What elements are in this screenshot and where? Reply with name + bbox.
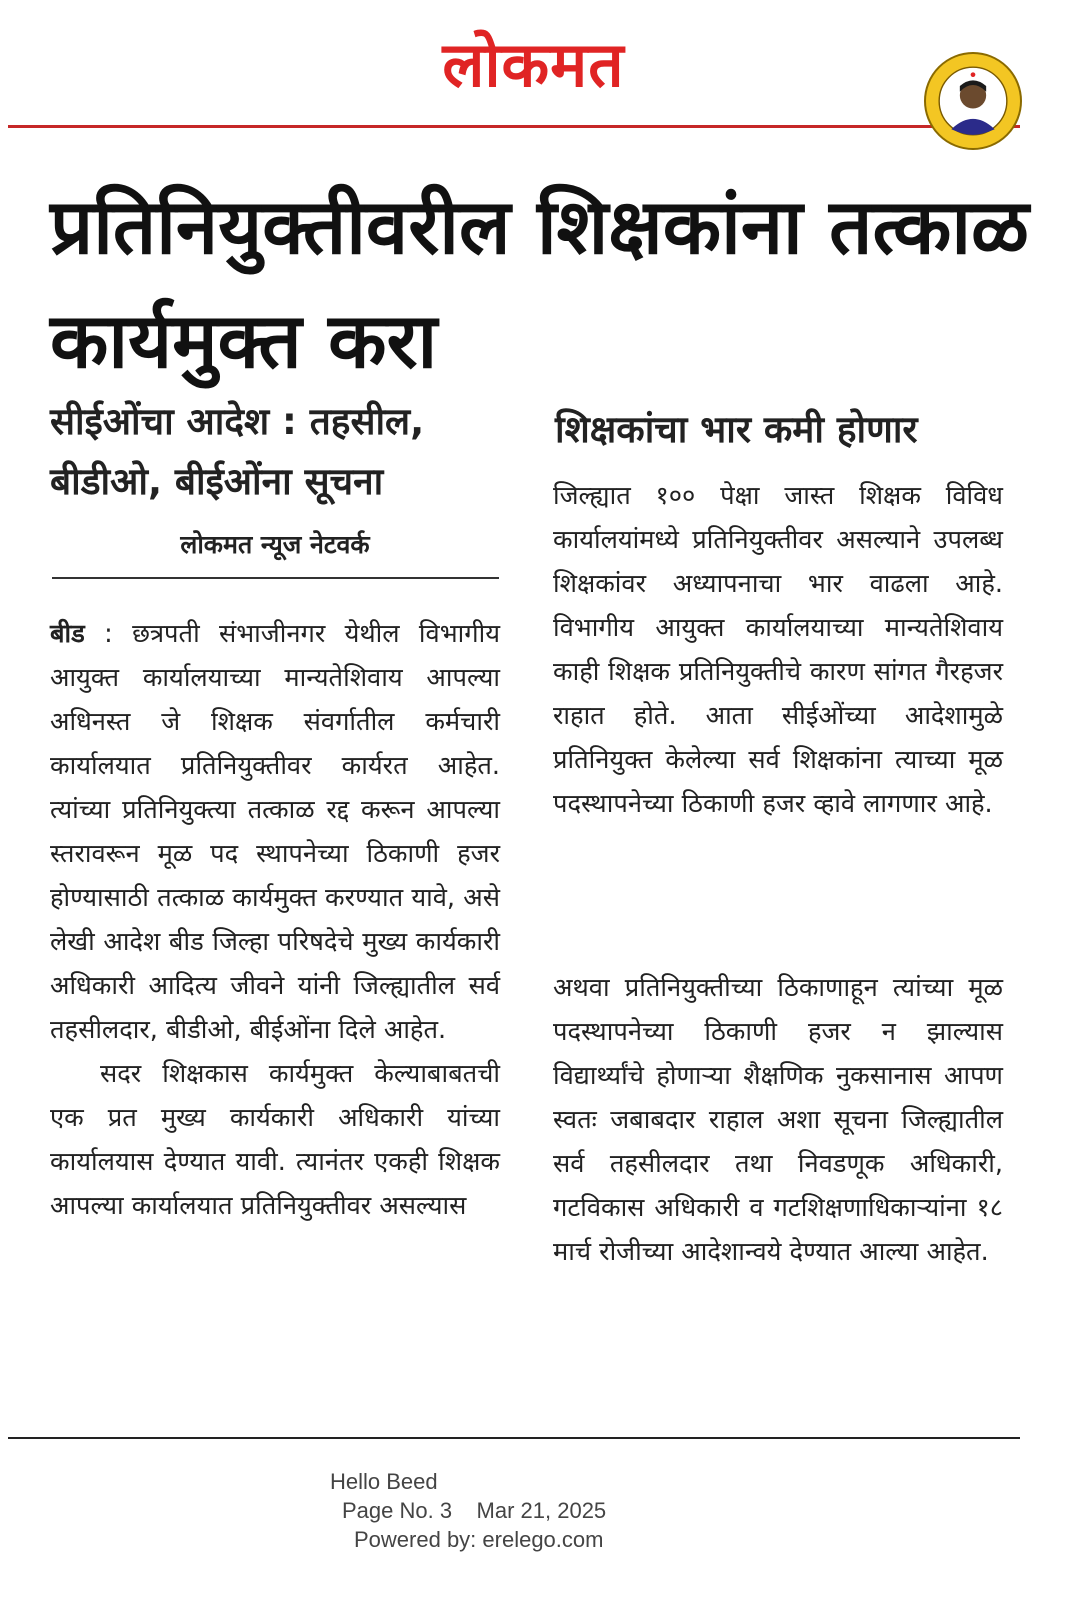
footer-page: Page No. 3 — [342, 1498, 453, 1523]
byline-divider — [52, 577, 499, 579]
footer-date: Mar 21, 2025 — [476, 1498, 607, 1523]
article-body-left — [50, 612, 500, 1228]
article-body-right-1: जिल्ह्यात १०० पेक्षा जास्त शिक्षक विविध कार्यालयांमध्ये प्रतिनियुक्तीवर असल्याने उपलब्ध शिक्षकांवर अध्यापनाचा भार वाढला आहे. विभागीय आयुक्त कार्यालयाच्या मान्यतेशिवाय काही शिक्षक प्रतिनियुक्तीचे कारण सांगत गैरहजर राहात होते. आता सीईओंच्या आदेशामुळे प्रतिनियुक्त केलेल्या सर्व शिक्षकांना त्याच्या मूळ पदस्थापनेच्या ठिकाणी हजर व्हावे लागणार आहे. — [553, 481, 1003, 819]
footer-divider — [8, 1437, 1020, 1439]
subheadline-right: शिक्षकांचा भार कमी होणार — [555, 408, 918, 451]
article-headline: प्रतिनियुक्तीवरील शिक्षकांना तत्काळ कार्यमुक्त करा — [50, 182, 1029, 385]
footer-edition: Hello Beed — [330, 1469, 438, 1494]
badge-signature — [926, 54, 1020, 148]
body-paragraph-2: सदर शिक्षकास कार्यमुक्त केल्याबाबतची एक प्रत मुख्य कार्यकारी अधिकारी यांच्या कार्यालयास देण्यात यावी. त्यानंतर एकही शिक्षक आपल्या कार्यालयात प्रतिनियुक्तीवर असल्यास — [50, 1059, 500, 1221]
masthead-logo: लोकमत — [442, 28, 625, 101]
dateline-place: बीड — [50, 619, 85, 649]
article-body-right-2: अथवा प्रतिनियुक्तीच्या ठिकाणाहून त्यांच्या मूळ पदस्थापनेच्या ठिकाणी हजर न झाल्यास विद्यार्थ्यांचे होणाऱ्या शैक्षणिक नुकसानास आपण स्वतः जबाबदार राहाल अशा सूचना जिल्ह्यातील सर्व तहसीलदार तथा निवडणूक अधिकारी, गटविकास अधिकारी व गटशिक्षणाधिकाऱ्यांना १८ मार्च रोजीच्या आदेशान्वये देण्यात आल्या आहेत. — [553, 973, 1003, 1267]
footer-page-date — [330, 1496, 730, 1525]
byline: लोकमत न्यूज नेटवर्क — [180, 530, 370, 559]
body-paragraph-1: : छत्रपती संभाजीनगर येथील विभागीय आयुक्त कार्यालयाच्या मान्यतेशिवाय आपल्या अधिनस्त जे शिक्षक संवर्गातील कर्मचारी कार्यालयात प्रतिनियुक्तीवर कार्यरत आहेत. त्यांच्या प्रतिनियुक्त्या तत्काळ रद्द करून आपल्या स्तरावरून मूळ पद स्थापनेच्या ठिकाणी हजर होण्यासाठी तत्काळ कार्यमुक्त करण्यात यावे, असे लेखी आदेश बीड जिल्हा परिषदेचे मुख्य कार्यकारी अधिकारी आदित्य जीवने यांनी जिल्ह्यातील सर्व तहसीलदार, बीडीओ, बीईओंना दिले आहेत. — [50, 619, 500, 1045]
footer-powered: Powered by: erelego.com — [354, 1527, 604, 1552]
subheadline-left: सीईओंचा आदेश : तहसील, बीडीओ, बीईओंना सूचना — [50, 400, 425, 503]
profile-badge — [924, 52, 1022, 150]
page-footer — [330, 1467, 730, 1554]
masthead-rule — [8, 125, 1020, 128]
